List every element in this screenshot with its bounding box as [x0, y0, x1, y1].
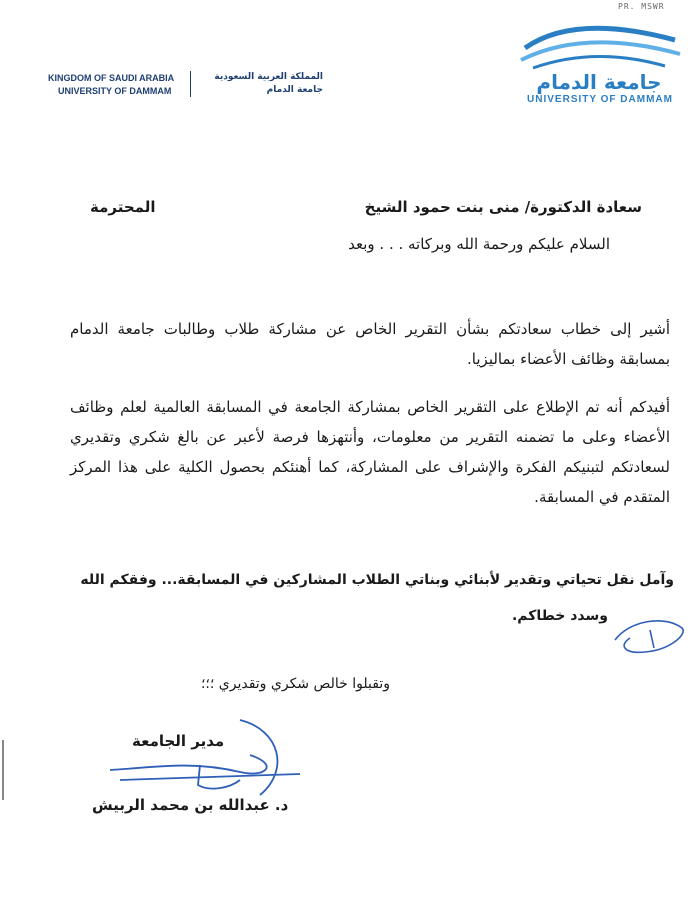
header-arabic [190, 71, 323, 97]
handwritten-signature [90, 710, 320, 810]
wishes-line-end: وسدد خطاكم. [511, 608, 608, 624]
header-en-kingdom: KINGDOM OF SAUDI ARABIA [48, 73, 175, 83]
header-ar-university: جامعة الدمام [266, 85, 323, 95]
university-logo-english: UNIVERSITY OF DAMMAM [527, 94, 673, 105]
closing-line: وتقبلوا خالص شكري وتقديري ؛؛؛ [200, 676, 390, 692]
scan-edge-mark [2, 740, 4, 800]
header-english [48, 72, 174, 98]
greeting: السلام عليكم ورحمة الله وبركاته . . . وبعد [348, 235, 610, 253]
signatory-name: د. عبدالله بن محمد الربيش [92, 796, 289, 814]
document-stamp: PR. MSWR [618, 2, 665, 11]
paragraph-2: أفيدكم أنه تم الإطلاع على التقرير الخاص بمشاركة الجامعة في المسابقة العالمية لعلم وظائف الأعضاء وعلى ما تضمنه التقرير من معلومات، وأنتهزها فرصة لأعبر عن بالغ شكري وتقديري لسعادتكم لتبنيكم الفكرة والإشراف على المشاركة، كما أهنئكم بحصول الكلية على هذا المركز المتقدم في المسابقة. [70, 398, 670, 506]
university-logo-waves [515, 18, 685, 70]
header-en-university: UNIVERSITY OF DAMMAM [58, 86, 172, 96]
university-logo-arabic: جامعة الدمام [536, 70, 662, 94]
recipient-line: سعادة الدكتورة/ منى بنت حمود الشيخ [364, 198, 642, 216]
paragraph-1: أشير إلى خطاب سعادتكم بشأن التقرير الخاص عن مشاركة طلاب وطالبات جامعة الدمام بمسابقة وظائف الأعضاء بماليزيا. [70, 320, 670, 368]
header-ar-kingdom: المملكة العربية السعودية [214, 72, 323, 82]
signatory-title: مدير الجامعة [132, 732, 225, 750]
wishes-line: وآمل نقل تحياتي وتقدير لأبنائي وبناتي الطلاب المشاركين في المسابقة... وفقكم الله [80, 572, 674, 588]
initials-scribble [610, 610, 690, 660]
honorific: المحترمة [90, 198, 156, 216]
